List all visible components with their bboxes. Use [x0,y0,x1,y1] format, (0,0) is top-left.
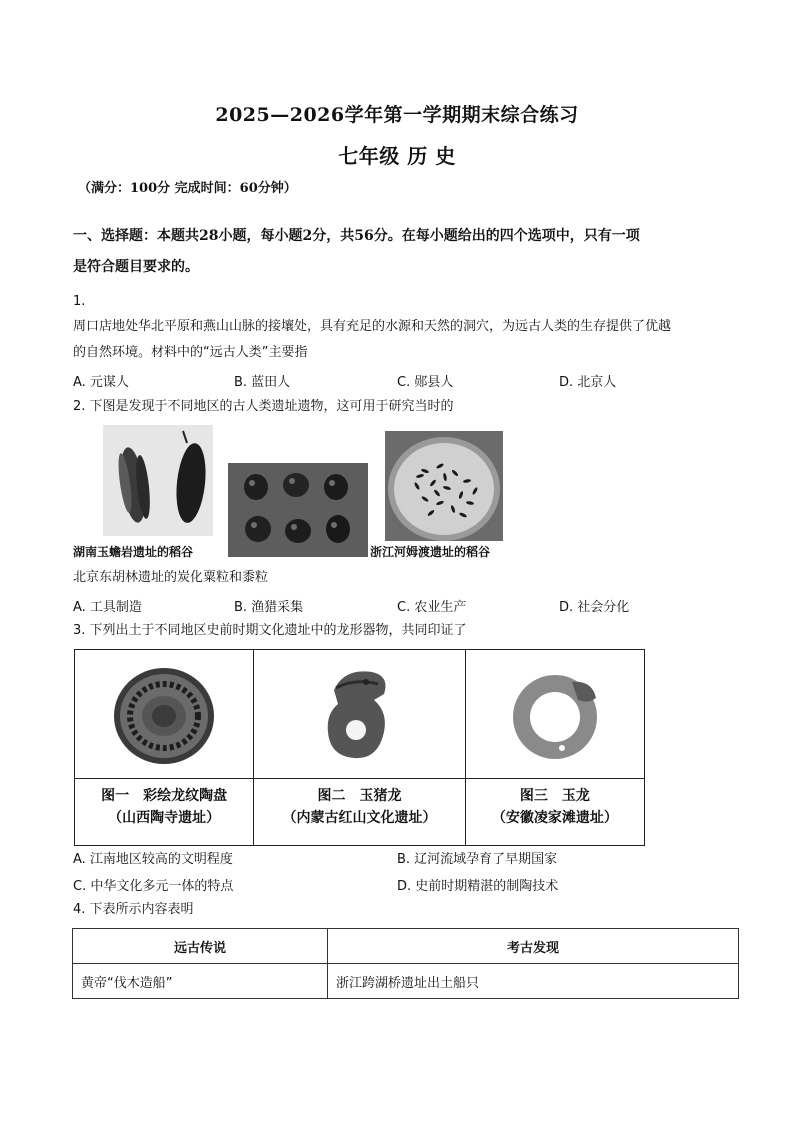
table-cell-archaeology: 浙江跨湖桥遗址出土船只 [328,964,739,999]
exam-title: 2025—2026学年第一学期期末综合练习 [215,104,579,126]
rice-grain-photo-yuchanyan [103,425,213,536]
rice-photo-hemudu [385,431,503,541]
figure-1-caption [75,779,254,846]
figure-3-caption [465,779,644,846]
q2-stem: 2. 下图是发现于不同地区的古人类遗址遗物，这可用于研究当时的 [73,399,454,414]
q1-option-c[interactable]: C. 郧县人 [397,375,454,390]
section-heading-line1: 一、选择题：本题共28小题，每小题2分，共56分。在每小题给出的四个选项中，只有一项 [73,228,640,244]
table-header-archaeology: 考古发现 [328,929,739,964]
img3-caption: 浙江河姆渡遗址的稻谷 [370,545,491,559]
img2-caption: 北京东胡林遗址的炭化粟粒和黍粒 [73,570,269,585]
painted-dragon-plate-image [104,660,224,770]
figure-2-title: 图二 玉猪龙 [317,788,402,804]
figure-2-cell [254,650,465,779]
figure-3-title: 图三 玉龙 [519,788,590,804]
subject-title: 七年级 历 史 [338,144,456,168]
img1-caption: 湖南玉蟾岩遗址的稻谷 [73,545,194,559]
q2-option-a[interactable]: A. 工具制造 [73,600,142,615]
q1-stem-line1: 周口店地处华北平原和燕山山脉的接壤处，具有充足的水源和天然的洞穴，为远古人类的生存提供了优越 [73,319,672,334]
figure-3-site: （安徽凌家滩遗址） [491,810,618,826]
q4-stem: 4. 下表所示内容表明 [73,902,194,917]
q3-option-b[interactable]: B. 辽河流域孕育了早期国家 [397,852,558,867]
q1-option-b[interactable]: B. 蓝田人 [234,375,291,390]
figure-1-site: （山西陶寺遗址） [108,810,221,826]
figure-1-cell [75,650,254,779]
jade-dragon-image [500,660,610,770]
q1-option-a[interactable]: A. 元谋人 [73,375,129,390]
figure-3-cell [465,650,644,779]
q3-option-a[interactable]: A. 江南地区较高的文明程度 [73,852,233,867]
table-row [73,964,739,999]
q3-option-d[interactable]: D. 史前时期精湛的制陶技术 [397,879,559,894]
q1-number: 1. [73,294,86,309]
figure-1-title: 图一 彩绘龙纹陶盘 [101,788,228,804]
figure-2-site: （内蒙古红山文化遗址） [282,810,437,826]
section-heading-line2: 是符合题目要求的。 [73,259,199,275]
legend-archaeology-table [72,928,739,999]
jade-pig-dragon-image [314,660,404,770]
q1-stem-line2: 的自然环境。材料中的“远古人类”主要指 [73,345,308,360]
q2-option-b[interactable]: B. 渔猎采集 [234,600,304,615]
table-cell-legend: 黄帝“伐木造船” [73,964,328,999]
exam-info: （满分：100分 完成时间：60分钟） [78,181,297,196]
q2-option-c[interactable]: C. 农业生产 [397,600,467,615]
millet-photo-donghulin [228,463,368,557]
q1-option-d[interactable]: D. 北京人 [559,375,617,390]
q3-option-c[interactable]: C. 中华文化多元一体的特点 [73,879,234,894]
figure-2-caption [254,779,465,846]
q3-stem: 3. 下列出土于不同地区史前时期文化遗址中的龙形器物，共同印证了 [73,623,467,638]
dragon-artifact-table [74,649,645,846]
table-header-legend: 远古传说 [73,929,328,964]
q2-option-d[interactable]: D. 社会分化 [559,600,630,615]
